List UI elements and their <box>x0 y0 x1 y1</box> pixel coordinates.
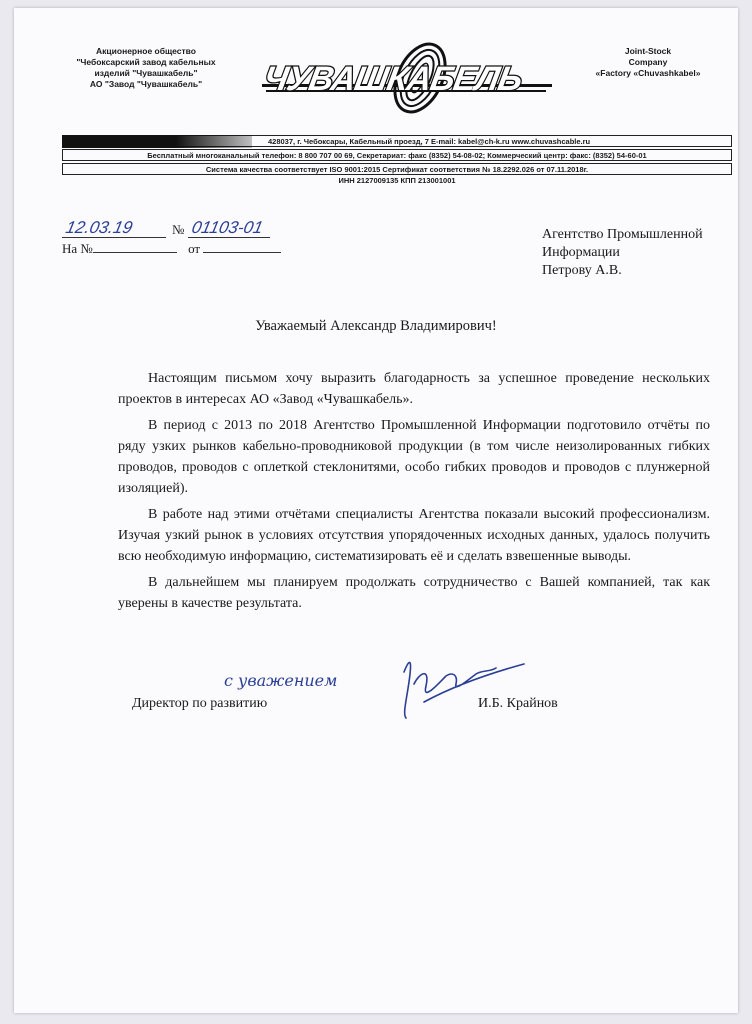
letter-page <box>14 8 738 1013</box>
body-paragraph: В период с 2013 по 2018 Агентство Промышленной Информации подготовило отчёты по ряду узких рынков кабельно-проводниковой продукции (в том числе неизолированных гибких проводов, проводов с оплеткой стеклонитями, особо гибких проводов и проводов с плунжерной изоляцией). <box>118 418 710 496</box>
company-line-en: Joint-Stock <box>624 46 672 56</box>
signatory-role: Директор по развитию <box>132 696 268 711</box>
reply-blank <box>93 241 177 253</box>
recipient-line: Информации <box>542 245 620 260</box>
signature-note: с уважением <box>224 671 338 690</box>
inn-kpp: ИНН 2127009135 КПП 213001001 <box>338 176 456 185</box>
header-black-bar <box>62 135 252 148</box>
body-paragraph: В работе над этими отчётами специалисты Агентства показали высокий профессионализм. Изучая узкий рынок в условиях отсутствия упорядоченных исходных данных, удалось получить всю необходимую информацию, систематизировать её и сделать взвешенные выводы. <box>118 507 710 564</box>
company-line: Акционерное общество <box>96 46 196 56</box>
body-paragraph: В дальнейшем мы планируем продолжать сотрудничество с Вашей компанией, так как уверены в качестве результата. <box>118 575 710 611</box>
signatory-name: И.Б. Крайнов <box>478 696 558 711</box>
company-line: "Чебоксарский завод кабельных <box>76 57 216 67</box>
handwritten-date: 12.03.19 <box>64 218 135 237</box>
company-name-russian <box>66 46 226 90</box>
greeting: Уважаемый Александр Владимирович! <box>255 318 497 334</box>
letter-body <box>118 368 710 619</box>
reply-reference <box>62 241 281 257</box>
company-line-en: Company <box>628 57 668 67</box>
reply-label: На № <box>62 241 93 256</box>
handwritten-signature <box>224 644 534 724</box>
number-underline <box>188 237 270 238</box>
from-blank <box>203 241 281 253</box>
address-row <box>62 135 732 147</box>
logo-wordmark: ЧУВАШКАБЕЛЬ <box>260 60 525 98</box>
company-name-english <box>584 46 712 79</box>
phone-row: Бесплатный многоканальный телефон: 8 800 707 00 69, Секретариат: факс (8352) 54-08-02; Коммерческий центр: факс: (8352) 54-60-01 <box>62 149 732 161</box>
recipient-line: Агентство Промышленной <box>542 227 703 242</box>
address-text: 428037, г. Чебоксары, Кабельный проезд, 7 E-mail: kabel@ch-k.ru www.chuvashcable.ru <box>268 137 591 146</box>
company-line: изделий "Чувашкабель" <box>94 68 198 78</box>
recipient-line: Петрову А.В. <box>542 263 622 278</box>
handwritten-number: 01103-01 <box>190 218 265 237</box>
recipient-block <box>542 226 703 280</box>
date-underline <box>62 237 166 238</box>
body-paragraph: Настоящим письмом хочу выразить благодарность за успешное проведение нескольких проектов в интересах АО «Завод «Чувашкабель». <box>118 371 710 407</box>
from-label: от <box>188 241 201 256</box>
quality-row: Система качества соответствует ISO 9001:2015 Сертификат соответствия № 18.2292.026 от 07.11.2018г. <box>62 163 732 175</box>
number-sign: № <box>172 222 185 237</box>
company-line-en: «Factory «Chuvashkabel» <box>595 68 701 78</box>
company-line: АО "Завод "Чувашкабель" <box>89 79 203 89</box>
